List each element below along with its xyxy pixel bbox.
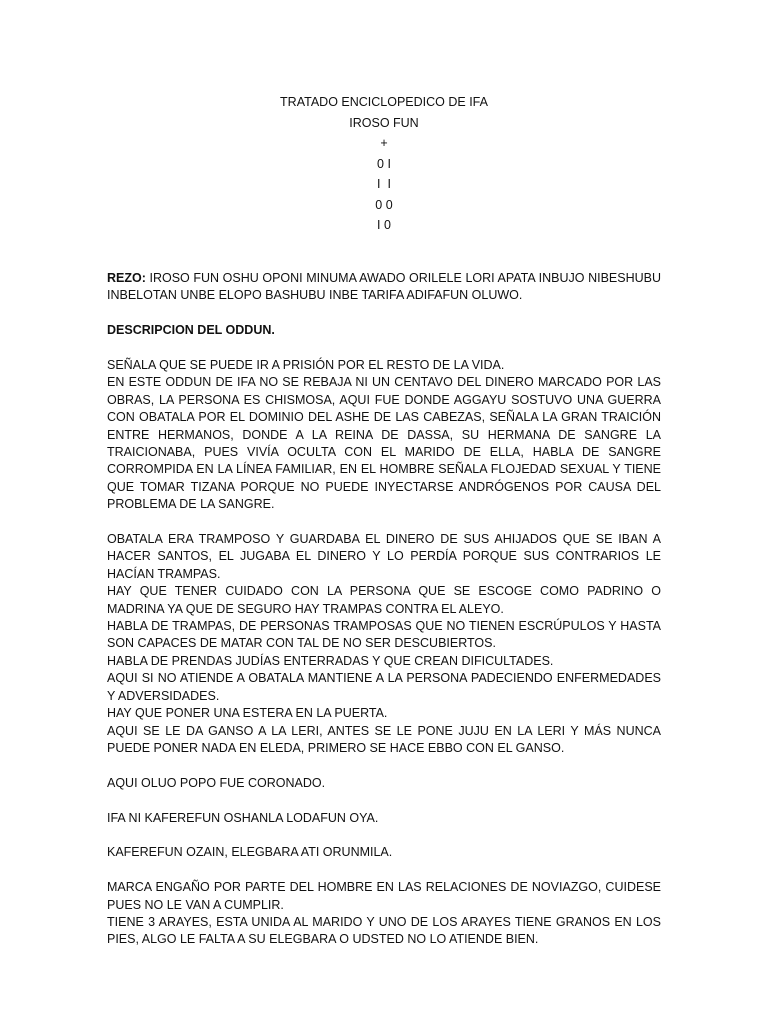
rezo-text: IROSO FUN OSHU OPONI MINUMA AWADO ORILELE LORI APATA INBUJO NIBESHUBU INBELOTAN UNBE ELOPO BASHUBU INBE TARIFA ADIFAFUN OLUWO. — [107, 271, 661, 303]
spacer — [107, 792, 661, 809]
oddun-name: IROSO FUN — [349, 115, 419, 130]
oddun-sign-line: I 0 — [377, 218, 391, 232]
body-paragraph: SEÑALA QUE SE PUEDE IR A PRISIÓN POR EL RESTO DE LA VIDA. — [107, 358, 505, 372]
body-paragraph: HAY QUE TENER CUIDADO CON LA PERSONA QUE SE ESCOGE COMO PADRINO O MADRINA YA QUE DE SEGURO HAY TRAMPAS CONTRA EL ALEYO. — [107, 584, 661, 616]
rezo-label: REZO: — [107, 271, 146, 285]
body-paragraph: AQUI OLUO POPO FUE CORONADO. — [107, 775, 326, 790]
spacer — [107, 305, 661, 322]
oddun-sign-line: 0 0 — [375, 197, 393, 212]
body-paragraph: AQUI SE LE DA GANSO A LA LERI, ANTES SE LE PONE JUJU EN LA LERI Y MÁS NUNCA PUEDE PONER NADA EN ELEDA, PRIMERO SE HACE EBBO CON EL GANSO. — [107, 723, 661, 755]
body-paragraph: HABLA DE TRAMPAS, DE PERSONAS TRAMPOSAS QUE NO TIENEN ESCRÚPULOS Y HASTA SON CAPACES DE MATAR CON TAL DE NO SER DESCUBIERTOS. — [107, 619, 661, 651]
spacer — [107, 514, 661, 531]
rezo-paragraph — [107, 270, 661, 305]
spacer — [107, 827, 661, 844]
description-heading: DESCRIPCION DEL ODDUN. — [107, 323, 275, 338]
body-paragraph: OBATALA ERA TRAMPOSO Y GUARDABA EL DINERO DE SUS AHIJADOS QUE SE IBAN A HACER SANTOS, EL JUGABA EL DINERO Y LO PERDÍA PORQUE SUS CONTRARIOS LE HACÍAN TRAMPAS. — [107, 532, 661, 581]
body-paragraph: HAY QUE PONER UNA ESTERA EN LA PUERTA. — [107, 706, 388, 721]
oddun-sign-line: I I — [377, 177, 391, 191]
body-paragraph: IFA NI KAFEREFUN OSHANLA LODAFUN OYA. — [107, 810, 379, 825]
document-title: TRATADO ENCICLOPEDICO DE IFA — [280, 95, 488, 109]
body-paragraph: TIENE 3 ARAYES, ESTA UNIDA AL MARIDO Y UNO DE LOS ARAYES TIENE GRANOS EN LOS PIES, ALGO LE FALTA A SU ELEGBARA O UDSTED NO LO ATIENDE BIEN. — [107, 914, 661, 947]
body-paragraph: HABLA DE PRENDAS JUDÍAS ENTERRADAS Y QUE CREAN DIFICULTADES. — [107, 653, 554, 668]
body-paragraph: MARCA ENGAÑO POR PARTE DEL HOMBRE EN LAS RELACIONES DE NOVIAZGO, CUIDESE PUES NO LE VAN A CUMPLIR. — [107, 880, 661, 912]
body-paragraph: EN ESTE ODDUN DE IFA NO SE REBAJA NI UN CENTAVO DEL DINERO MARCADO POR LAS OBRAS, LA PERSONA ES CHISMOSA, AQUI FUE DONDE AGGAYU SOSTUVO UNA GUERRA CON OBATALA POR EL DOMINIO DEL ASHE DE LAS CABEZAS, SEÑALA LA GRAN TRAICIÓN ENTRE HERMANOS, DONDE A LA REINA DE DASSA, SU HERMANA DE SANGRE LA TRAICIONABA, PUES VIVÍA OCULTA CON EL MARIDO DE ELLA, HABLA DE SANGRE CORROMPIDA EN LA LÍNEA FAMILIAR, EN EL HOMBRE SEÑALA FLOJEDAD SEXUAL Y TIENE QUE TOMAR TIZANA PORQUE NO PUEDE INYECTARSE ANDRÓGENOS POR CAUSA DEL PROBLEMA DE LA SANGRE. — [107, 375, 661, 512]
oddun-sign-line: + — [380, 136, 388, 150]
body-paragraph: AQUI SI NO ATIENDE A OBATALA MANTIENE A LA PERSONA PADECIENDO ENFERMEDADES Y ADVERSIDADES. — [107, 671, 661, 703]
spacer — [107, 340, 661, 357]
document-header — [0, 92, 768, 236]
spacer — [107, 757, 661, 774]
body-paragraph: KAFEREFUN OZAIN, ELEGBARA ATI ORUNMILA. — [107, 845, 393, 860]
document-body — [107, 270, 661, 949]
oddun-sign-line: 0 I — [377, 156, 391, 171]
spacer — [107, 862, 661, 879]
